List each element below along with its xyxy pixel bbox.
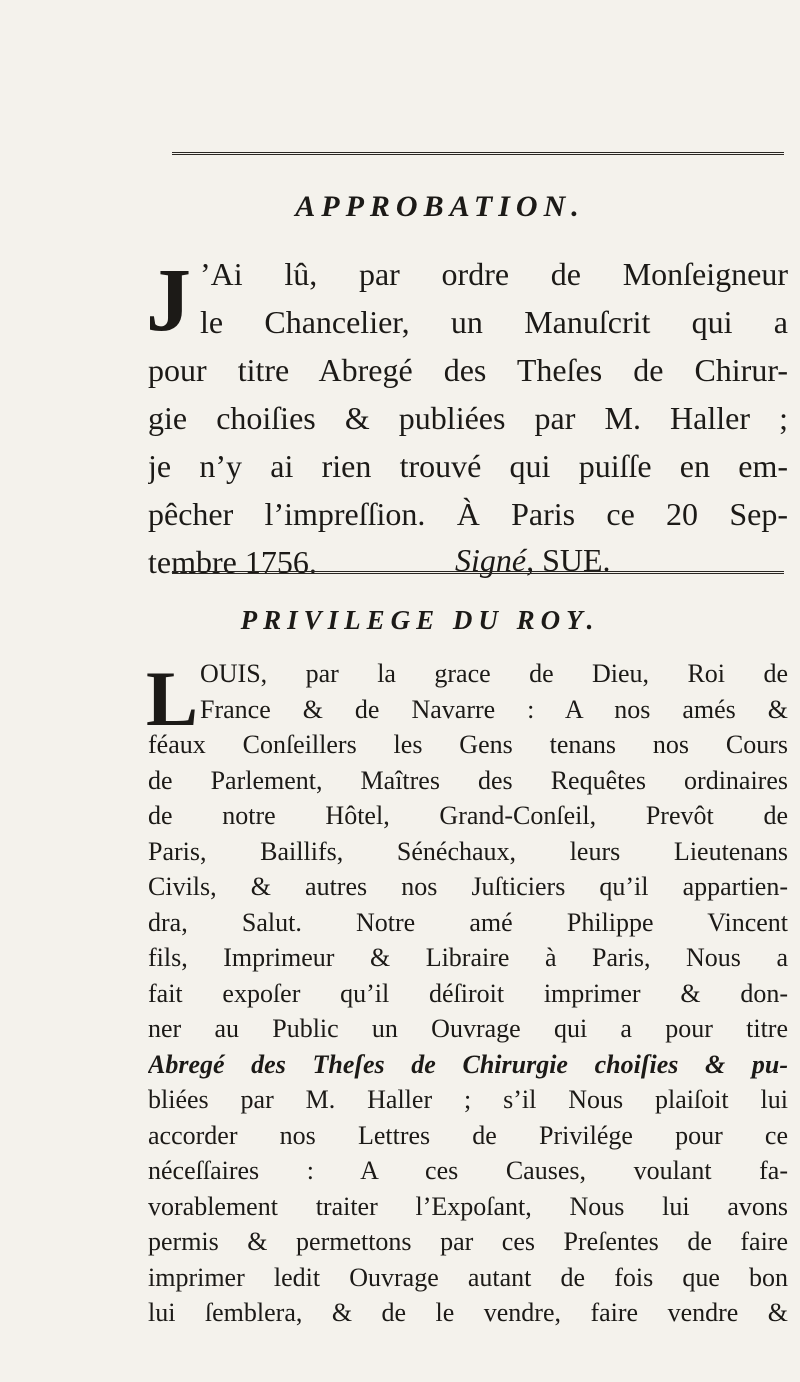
approbation-line: tembre 1756.: [148, 544, 317, 580]
privilege-line: bliées par M. Haller ; s’il Nous plaiſoit lui: [148, 1085, 788, 1114]
privilege-line: de Parlement, Maîtres des Requêtes ordinaires: [148, 765, 788, 795]
privilege-line: vorablement traiter l’Expoſant, Nous lui avons: [148, 1191, 788, 1221]
privilege-line: féaux Conſeillers les Gens tenans nos Cours: [148, 730, 788, 759]
privilege-line: fait expoſer qu’il déſiroit imprimer & don-: [148, 978, 788, 1008]
privilege-dropcap: L: [146, 655, 199, 742]
middle-ornamental-rule: [172, 571, 784, 574]
approbation-heading: APPROBATION.: [295, 190, 585, 223]
privilege-line: lui ſemblera, & de le vendre, faire vendre &: [148, 1298, 788, 1327]
top-ornamental-rule: [172, 152, 784, 155]
approbation-text: [148, 250, 788, 586]
privilege-heading: PRIVILEGE DU ROY.: [240, 605, 600, 635]
approbation-dropcap: J: [146, 251, 191, 350]
privilege-line: accorder nos Lettres de Privilége pour ce: [148, 1120, 788, 1150]
privilege-line: néceſſaires : A ces Causes, voulant fa-: [148, 1156, 788, 1185]
privilege-text: [148, 656, 788, 1331]
privilege-line: Paris, Baillifs, Sénéchaux, leurs Lieutenans: [148, 836, 788, 866]
approbation-line: gie choiſies & publiées par M. Haller ;: [148, 400, 788, 436]
privilege-line: imprimer ledit Ouvrage autant de fois que bon: [148, 1262, 788, 1292]
privilege-line: France & de Navarre : A nos amés &: [200, 694, 788, 724]
approbation-line: je n’y ai rien trouvé qui puiſſe en em-: [148, 448, 788, 484]
approbation-signature: [455, 540, 611, 580]
approbation-line: pêcher l’impreſſion. À Paris ce 20 Sep-: [148, 496, 788, 532]
privilege-line: permis & permettons par ces Preſentes de faire: [148, 1227, 788, 1256]
approbation-line: ’Ai lû, par ordre de Monſeigneur: [200, 256, 788, 292]
approbation-line: pour titre Abregé des Theſes de Chirur-: [148, 352, 788, 388]
signature-prefix: Signé,: [455, 542, 535, 578]
signature-name: SUE.: [542, 542, 611, 578]
privilege-line: OUIS, par la grace de Dieu, Roi de: [200, 659, 788, 688]
privilege-line: Civils, & autres nos Juſticiers qu’il appartien-: [148, 872, 788, 901]
privilege-line: de notre Hôtel, Grand-Conſeil, Prevôt de: [148, 801, 788, 830]
privilege-line: Abregé des Theſes de Chirurgie choiſies & pu-: [148, 1049, 788, 1079]
privilege-line: ner au Public un Ouvrage qui a pour titre: [148, 1014, 788, 1043]
approbation-line: le Chancelier, un Manuſcrit qui a: [200, 304, 788, 340]
privilege-line: fils, Imprimeur & Libraire à Paris, Nous a: [148, 943, 788, 972]
privilege-line: dra, Salut. Notre amé Philippe Vincent: [148, 907, 788, 937]
